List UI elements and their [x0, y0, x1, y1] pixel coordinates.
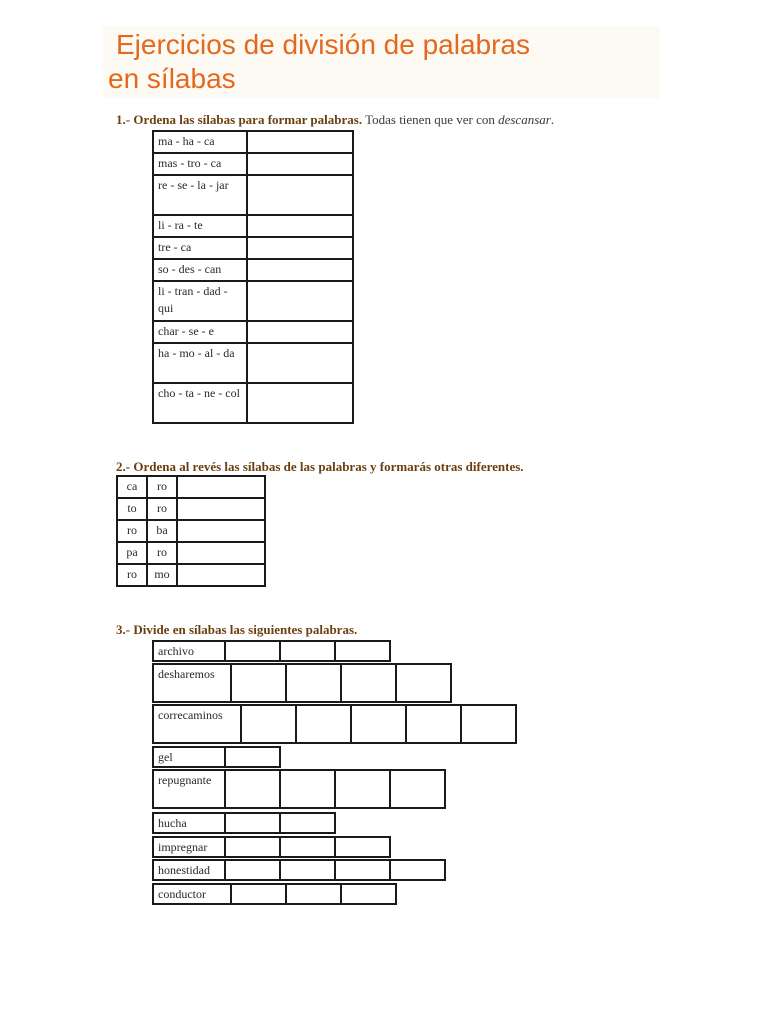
- syllable-answer-cell[interactable]: [224, 746, 281, 768]
- syllable-answer-cell[interactable]: [279, 769, 336, 809]
- syllable-cell: ro: [117, 520, 147, 542]
- exercise-3-row: [152, 812, 334, 834]
- syllable-answer-cell[interactable]: [340, 883, 397, 905]
- syllables-cell: li - ra - te: [153, 215, 247, 237]
- syllable-answer-cell[interactable]: [334, 836, 391, 858]
- syllable-answer-cell[interactable]: [285, 663, 342, 703]
- word-cell: archivo: [152, 640, 226, 662]
- exercise-2-table: [116, 475, 266, 587]
- answer-cell[interactable]: [247, 237, 353, 259]
- exercise-1-table: [152, 130, 354, 424]
- exercise-3-heading: 3.- Divide en sílabas las siguientes palabras.: [116, 622, 358, 637]
- exercise-2-row: [117, 476, 265, 498]
- syllable-cell: ro: [147, 498, 177, 520]
- syllable-cell: pa: [117, 542, 147, 564]
- answer-cell[interactable]: [177, 498, 265, 520]
- syllable-cell: ro: [117, 564, 147, 586]
- exercise-1-row: [153, 175, 353, 215]
- syllable-answer-cell[interactable]: [224, 769, 281, 809]
- syllable-answer-cell[interactable]: [389, 859, 446, 881]
- syllable-answer-cell[interactable]: [334, 769, 391, 809]
- syllable-answer-cell[interactable]: [295, 704, 352, 744]
- answer-cell[interactable]: [247, 215, 353, 237]
- answer-cell[interactable]: [247, 321, 353, 343]
- exercise-3-row: [152, 704, 515, 744]
- exercise-1-plain: Todas tienen que ver con: [365, 112, 495, 127]
- exercise-1-heading: [116, 112, 554, 128]
- exercise-1-row: [153, 259, 353, 281]
- title-line-1: Ejercicios de división de palabras: [116, 29, 530, 60]
- answer-cell[interactable]: [247, 175, 353, 215]
- syllables-cell: mas - tro - ca: [153, 153, 247, 175]
- answer-cell[interactable]: [247, 153, 353, 175]
- syllable-answer-cell[interactable]: [279, 812, 336, 834]
- syllable-answer-cell[interactable]: [279, 640, 336, 662]
- exercise-3-row: [152, 769, 444, 809]
- syllables-cell: re - se - la - jar: [153, 175, 247, 215]
- exercise-2-row: [117, 498, 265, 520]
- answer-cell[interactable]: [177, 564, 265, 586]
- answer-cell[interactable]: [177, 542, 265, 564]
- exercise-1-number: 1.-: [116, 112, 131, 127]
- exercise-3-row: [152, 859, 444, 881]
- exercise-1-instruction: Ordena las sílabas para formar palabras.: [133, 112, 363, 127]
- syllable-cell: to: [117, 498, 147, 520]
- exercise-1-row: [153, 153, 353, 175]
- syllable-answer-cell[interactable]: [230, 883, 287, 905]
- answer-cell[interactable]: [247, 383, 353, 423]
- syllable-answer-cell[interactable]: [230, 663, 287, 703]
- answer-cell[interactable]: [247, 281, 353, 321]
- exercise-3-row: [152, 746, 279, 768]
- syllable-cell: ba: [147, 520, 177, 542]
- exercise-3-row: [152, 640, 389, 662]
- syllable-answer-cell[interactable]: [224, 836, 281, 858]
- syllable-cell: ro: [147, 476, 177, 498]
- word-cell: honestidad: [152, 859, 226, 881]
- syllables-cell: so - des - can: [153, 259, 247, 281]
- syllable-answer-cell[interactable]: [460, 704, 517, 744]
- exercise-1-row: [153, 281, 353, 321]
- answer-cell[interactable]: [247, 343, 353, 383]
- exercise-1-row: [153, 131, 353, 153]
- exercise-1-row: [153, 215, 353, 237]
- syllables-cell: ha - mo - al - da: [153, 343, 247, 383]
- syllable-answer-cell[interactable]: [279, 836, 336, 858]
- syllable-answer-cell[interactable]: [334, 859, 391, 881]
- word-cell: hucha: [152, 812, 226, 834]
- syllables-cell: ma - ha - ca: [153, 131, 247, 153]
- syllable-answer-cell[interactable]: [224, 640, 281, 662]
- exercise-1-row: [153, 383, 353, 423]
- syllable-answer-cell[interactable]: [405, 704, 462, 744]
- syllable-answer-cell[interactable]: [389, 769, 446, 809]
- exercise-1-period: .: [550, 112, 555, 127]
- title-line-2: en sílabas: [108, 63, 236, 94]
- exercise-3-row: [152, 836, 389, 858]
- word-cell: conductor: [152, 883, 232, 905]
- exercise-1-row: [153, 343, 353, 383]
- syllable-cell: ro: [147, 542, 177, 564]
- syllables-cell: li - tran - dad - qui: [153, 281, 247, 321]
- word-cell: desharemos: [152, 663, 232, 703]
- syllable-answer-cell[interactable]: [279, 859, 336, 881]
- syllables-cell: cho - ta - ne - col: [153, 383, 247, 423]
- word-cell: correcaminos: [152, 704, 242, 744]
- exercise-2-heading: 2.- Ordena al revés las sílabas de las palabras y formarás otras diferentes.: [116, 459, 524, 474]
- syllable-answer-cell[interactable]: [395, 663, 452, 703]
- syllables-cell: tre - ca: [153, 237, 247, 259]
- answer-cell[interactable]: [177, 476, 265, 498]
- exercise-3-row: [152, 883, 395, 905]
- syllable-cell: mo: [147, 564, 177, 586]
- answer-cell[interactable]: [247, 131, 353, 153]
- exercise-3-row: [152, 663, 450, 703]
- syllable-answer-cell[interactable]: [224, 859, 281, 881]
- syllable-cell: ca: [117, 476, 147, 498]
- syllable-answer-cell[interactable]: [285, 883, 342, 905]
- syllables-cell: char - se - e: [153, 321, 247, 343]
- word-cell: impregnar: [152, 836, 226, 858]
- exercise-1-row: [153, 321, 353, 343]
- exercise-2-row: [117, 542, 265, 564]
- exercise-1-row: [153, 237, 353, 259]
- page-title: [108, 28, 668, 96]
- answer-cell[interactable]: [177, 520, 265, 542]
- syllable-answer-cell[interactable]: [340, 663, 397, 703]
- syllable-answer-cell[interactable]: [350, 704, 407, 744]
- syllable-answer-cell[interactable]: [224, 812, 281, 834]
- exercise-2-row: [117, 520, 265, 542]
- word-cell: repugnante: [152, 769, 226, 809]
- exercise-2-row: [117, 564, 265, 586]
- answer-cell[interactable]: [247, 259, 353, 281]
- exercise-1-italic: descansar: [498, 112, 551, 127]
- syllable-answer-cell[interactable]: [240, 704, 297, 744]
- syllable-answer-cell[interactable]: [334, 640, 391, 662]
- word-cell: gel: [152, 746, 226, 768]
